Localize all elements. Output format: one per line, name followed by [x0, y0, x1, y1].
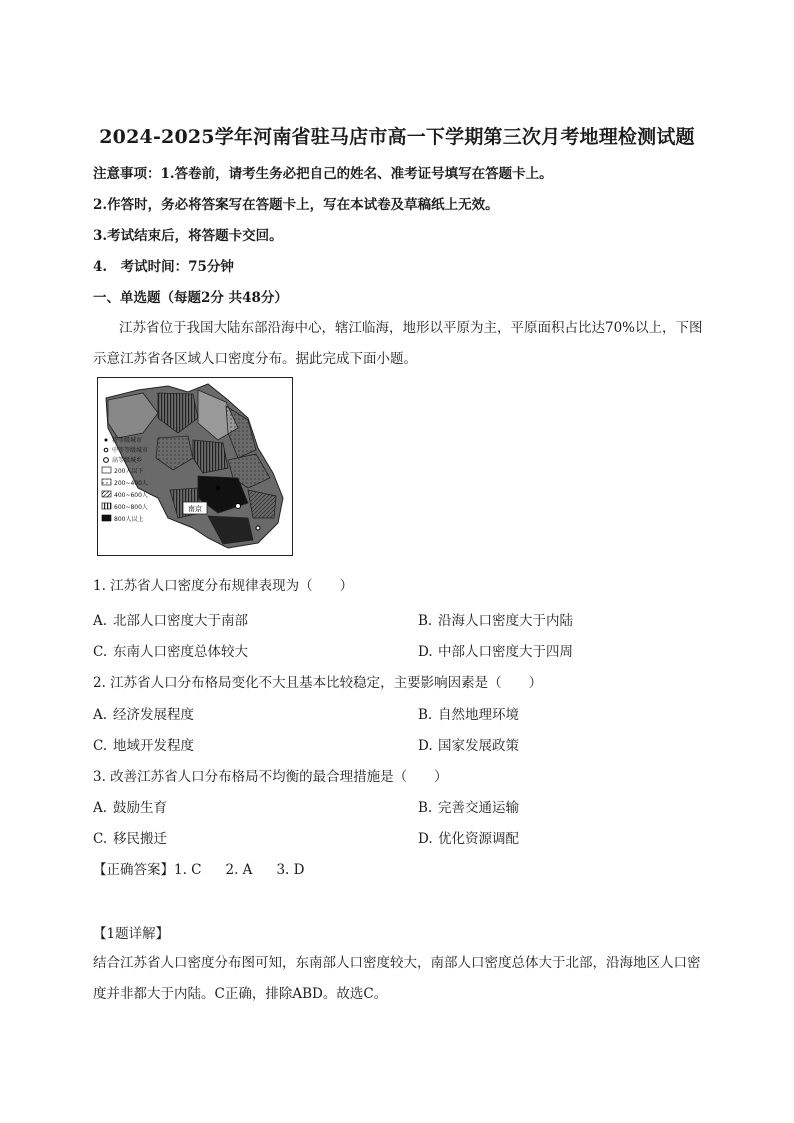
question-3-stem: 3. 改善江苏省人口分布格局不均衡的最合理措施是（ ） [93, 769, 448, 785]
note-3: 3.考试结束后，将答题卡交回。 [93, 228, 283, 244]
legend-1: 中等等级城市 [112, 447, 149, 454]
legend-3: 200人以下 [114, 468, 144, 475]
answer-2: 2. A [225, 862, 253, 878]
note-1-text: 1.答卷前，请考生务必把自己的姓名、准考证号填写在答题卡上。 [160, 166, 553, 182]
explanation-text: 结合江苏省人口密度分布图可知，东南部人口密度较大，南部人口密度总体大于北部，沿海地区人口密度并非都大于内陆。C正确，排除ABD。故选C。 [93, 955, 701, 1002]
legend-7: 800人以上 [114, 516, 144, 523]
answer-label: 【正确答案】 [93, 862, 174, 878]
section-heading: 一、单选题（每题2分 共48分） [93, 290, 288, 306]
q3-option-b: B. 完善交通运输 [418, 800, 519, 816]
legend-6: 600~800人 [114, 504, 148, 511]
jiangsu-map-svg [98, 378, 292, 555]
legend-4: 200~400人 [114, 480, 148, 487]
q1-option-c: C. 东南人口密度总体较大 [93, 644, 248, 660]
legend-5: 400~600人 [114, 492, 148, 499]
answer-1: 1. C [174, 862, 202, 878]
q3-option-d: D. 优化资源调配 [418, 831, 519, 847]
q2-option-b: B. 自然地理环境 [418, 707, 519, 723]
population-density-map [97, 377, 293, 556]
q2-option-c: C. 地域开发程度 [93, 738, 194, 754]
legend-0: 特等级城市 [112, 437, 143, 444]
page-title: 2024-2025学年河南省驻马店市高一下学期第三次月考地理检测试题 [99, 126, 695, 148]
q3-option-c: C. 移民搬迁 [93, 831, 167, 847]
intro-paragraph: 江苏省位于我国大陆东部沿海中心，辖江临海，地形以平原为主，平原面积占比达70%以上，下图示意江苏省各区域人口密度分布。据此完成下面小题。 [93, 320, 703, 367]
q1-option-a: A. 北部人口密度大于南部 [93, 613, 248, 629]
note-1 [93, 162, 553, 182]
answer-3: 3. D [276, 862, 305, 878]
q2-option-a: A. 经济发展程度 [93, 707, 194, 723]
question-1-stem: 1. 江苏省人口密度分布规律表现为（ ） [93, 578, 354, 594]
notes-label: 注意事项： [93, 166, 161, 182]
note-2: 2.作答时，务必将答案写在答题卡上，写在本试卷及草稿纸上无效。 [93, 197, 499, 213]
q3-option-a: A. 鼓励生育 [93, 800, 167, 816]
explanation-heading: 【1题详解】 [93, 926, 170, 942]
q1-option-b: B. 沿海人口密度大于内陆 [418, 613, 573, 629]
note-4: 4. 考试时间：75分钟 [93, 259, 234, 275]
q1-option-d: D. 中部人口密度大于四周 [418, 644, 573, 660]
map-region-label: 南京 [188, 505, 202, 513]
legend-2: 高等级城乡 [112, 457, 143, 464]
question-2-stem: 2. 江苏省人口分布格局变化不大且基本比较稳定，主要影响因素是（ ） [93, 675, 543, 691]
q2-option-d: D. 国家发展政策 [418, 738, 519, 754]
answer-line [93, 858, 304, 878]
